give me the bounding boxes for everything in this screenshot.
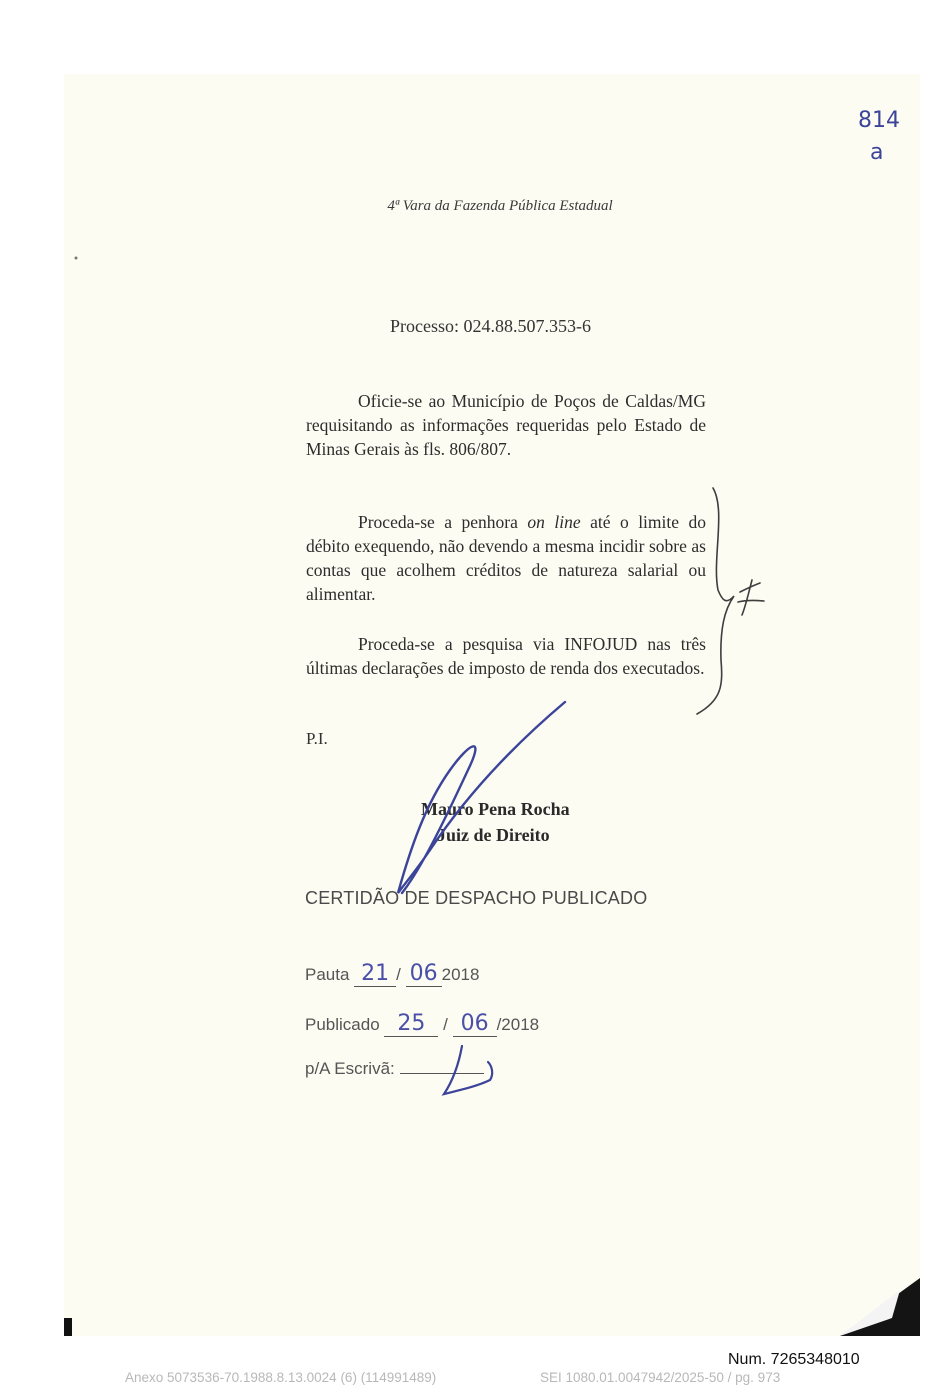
paragraph-penhora-italic: on line (527, 512, 581, 532)
paragraph-penhora-text-b: até o limite do débito exequendo, não devendo a mesma incidir sobre as contas que acolhem créditos de natureza salarial ou alimentar. (306, 512, 706, 604)
paragraph-penhora-text-a: Proceda-se a penhora (358, 512, 528, 532)
margin-initial-mark (738, 580, 764, 615)
pauta-month: 06 (409, 961, 438, 986)
certidao-title: CERTIDÃO DE DESPACHO PUBLICADO (305, 888, 648, 908)
escriva-label: p/A Escrivã: (305, 1059, 395, 1078)
court-header: 4ª Vara da Fazenda Pública Estadual (387, 198, 613, 214)
publish-intimate-mark: P.I. (306, 729, 328, 748)
publicado-row: Publicado 25 / 06 /2018 (305, 1011, 540, 1036)
judge-name: Mauro Pena Rocha (421, 799, 570, 819)
document-number: Num. 7265348010 (728, 1351, 860, 1368)
footer-annex: Anexo 5073536-70.1988.8.13.0024 (6) (114991489) (125, 1370, 437, 1385)
publicado-day: 25 (397, 1011, 426, 1036)
margin-bracket (697, 488, 734, 714)
publicado-month: 06 (460, 1011, 489, 1036)
publicado-year: /2018 (496, 1015, 540, 1034)
scan-speck (75, 257, 78, 260)
paragraph-infojud-text: Proceda-se a pesquisa via INFOJUD nas três últimas declarações de imposto de renda dos executados. (306, 634, 706, 678)
pauta-year: 2018 (441, 965, 480, 984)
page-number-stamp: 814 (858, 108, 900, 133)
paragraph-oficie-text: Oficie-se ao Município de Poços de Caldas/MG requisitando as informações requeridas pelo Estado de Minas Gerais às fls. 806/807. (306, 391, 706, 459)
page-number-stamp-sub: a (870, 140, 884, 165)
escriva-signature (444, 1046, 492, 1094)
judge-role: Juiz de Direito (437, 825, 550, 845)
pauta-day: 21 (361, 961, 390, 986)
footer-sei: SEI 1080.01.0047942/2025-50 / pg. 973 (540, 1370, 781, 1385)
process-number: Processo: 024.88.507.353-6 (390, 316, 591, 336)
pauta-row: Pauta 21 / 06 2018 (305, 961, 480, 986)
publicado-label: Publicado (305, 1015, 380, 1034)
judge-signature (398, 702, 565, 893)
pauta-label: Pauta (305, 965, 350, 984)
